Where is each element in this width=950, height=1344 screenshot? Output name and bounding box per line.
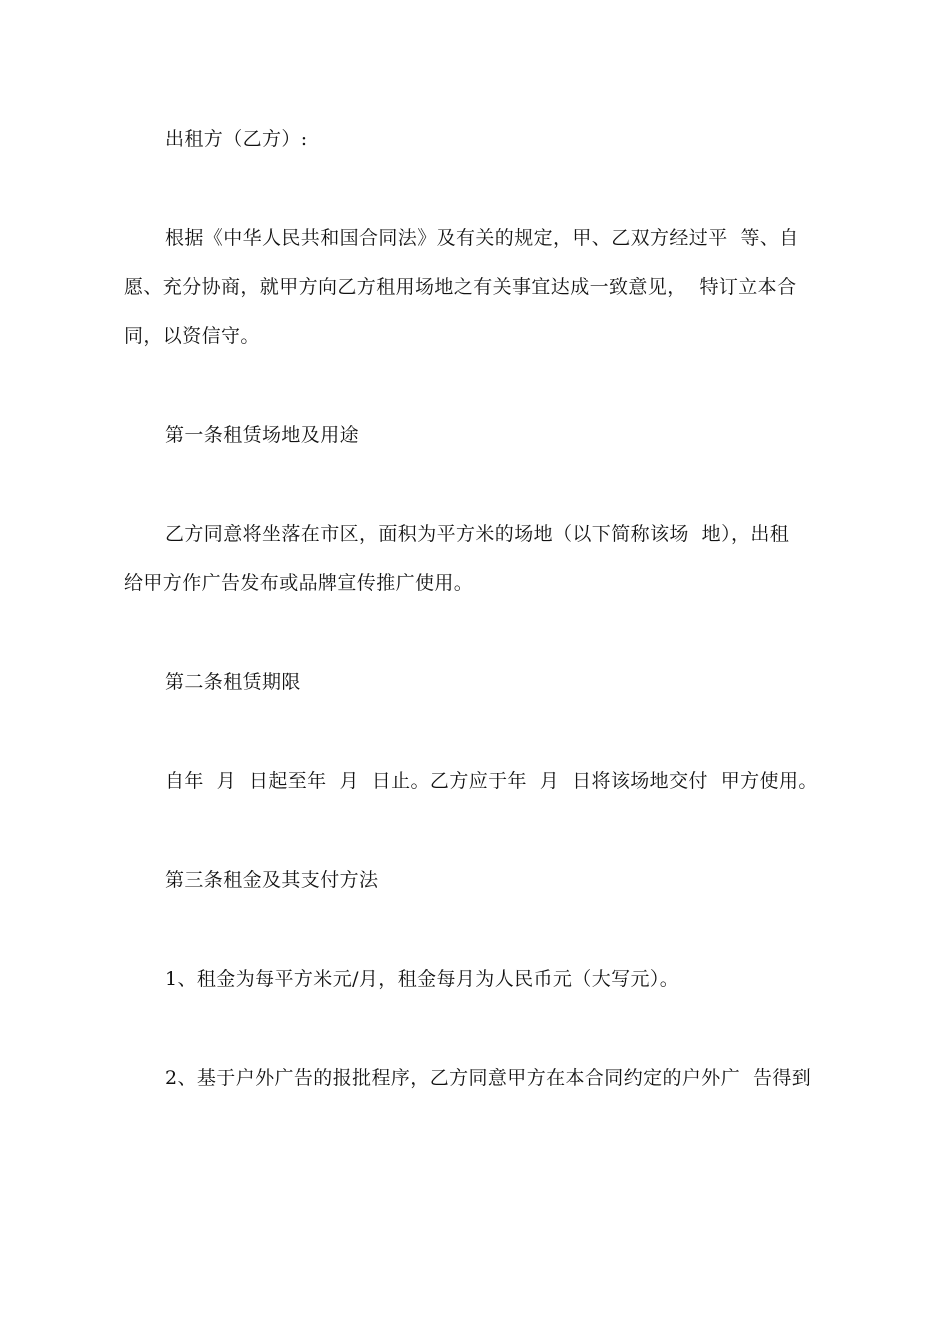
article1-title: 第一条租赁场地及用途 bbox=[165, 424, 360, 446]
article2-title: 第二条租赁期限 bbox=[165, 671, 301, 693]
article3-item-2: 2、基于户外广告的报批程序，乙方同意甲方在本合同约定的户外广 告得到 bbox=[165, 1067, 812, 1089]
article2-body: 自年 月 日起至年 月 日止。乙方应于年 月 日将该场地交付 甲方使用。 bbox=[165, 770, 818, 792]
preamble-line-1: 根据《中华人民共和国合同法》及有关的规定，甲、乙双方经过平 等、自 bbox=[165, 227, 799, 249]
article1-body-line-2: 给甲方作广告发布或品牌宣传推广使用。 bbox=[124, 572, 474, 594]
article3-title: 第三条租金及其支付方法 bbox=[165, 869, 379, 891]
preamble-line-3: 同，以资信守。 bbox=[124, 325, 260, 347]
preamble-line-2: 愿、充分协商，就甲方向乙方租用场地之有关事宜达成一致意见， 特订立本合 bbox=[124, 276, 797, 298]
article3-item-1: 1、租金为每平方米元/月，租金每月为人民币元（大写元）。 bbox=[165, 968, 680, 990]
article1-body-line-1: 乙方同意将坐落在市区，面积为平方米的场地（以下简称该场 地），出租 bbox=[165, 523, 790, 545]
lessor-line: 出租方（乙方）: bbox=[165, 128, 308, 150]
